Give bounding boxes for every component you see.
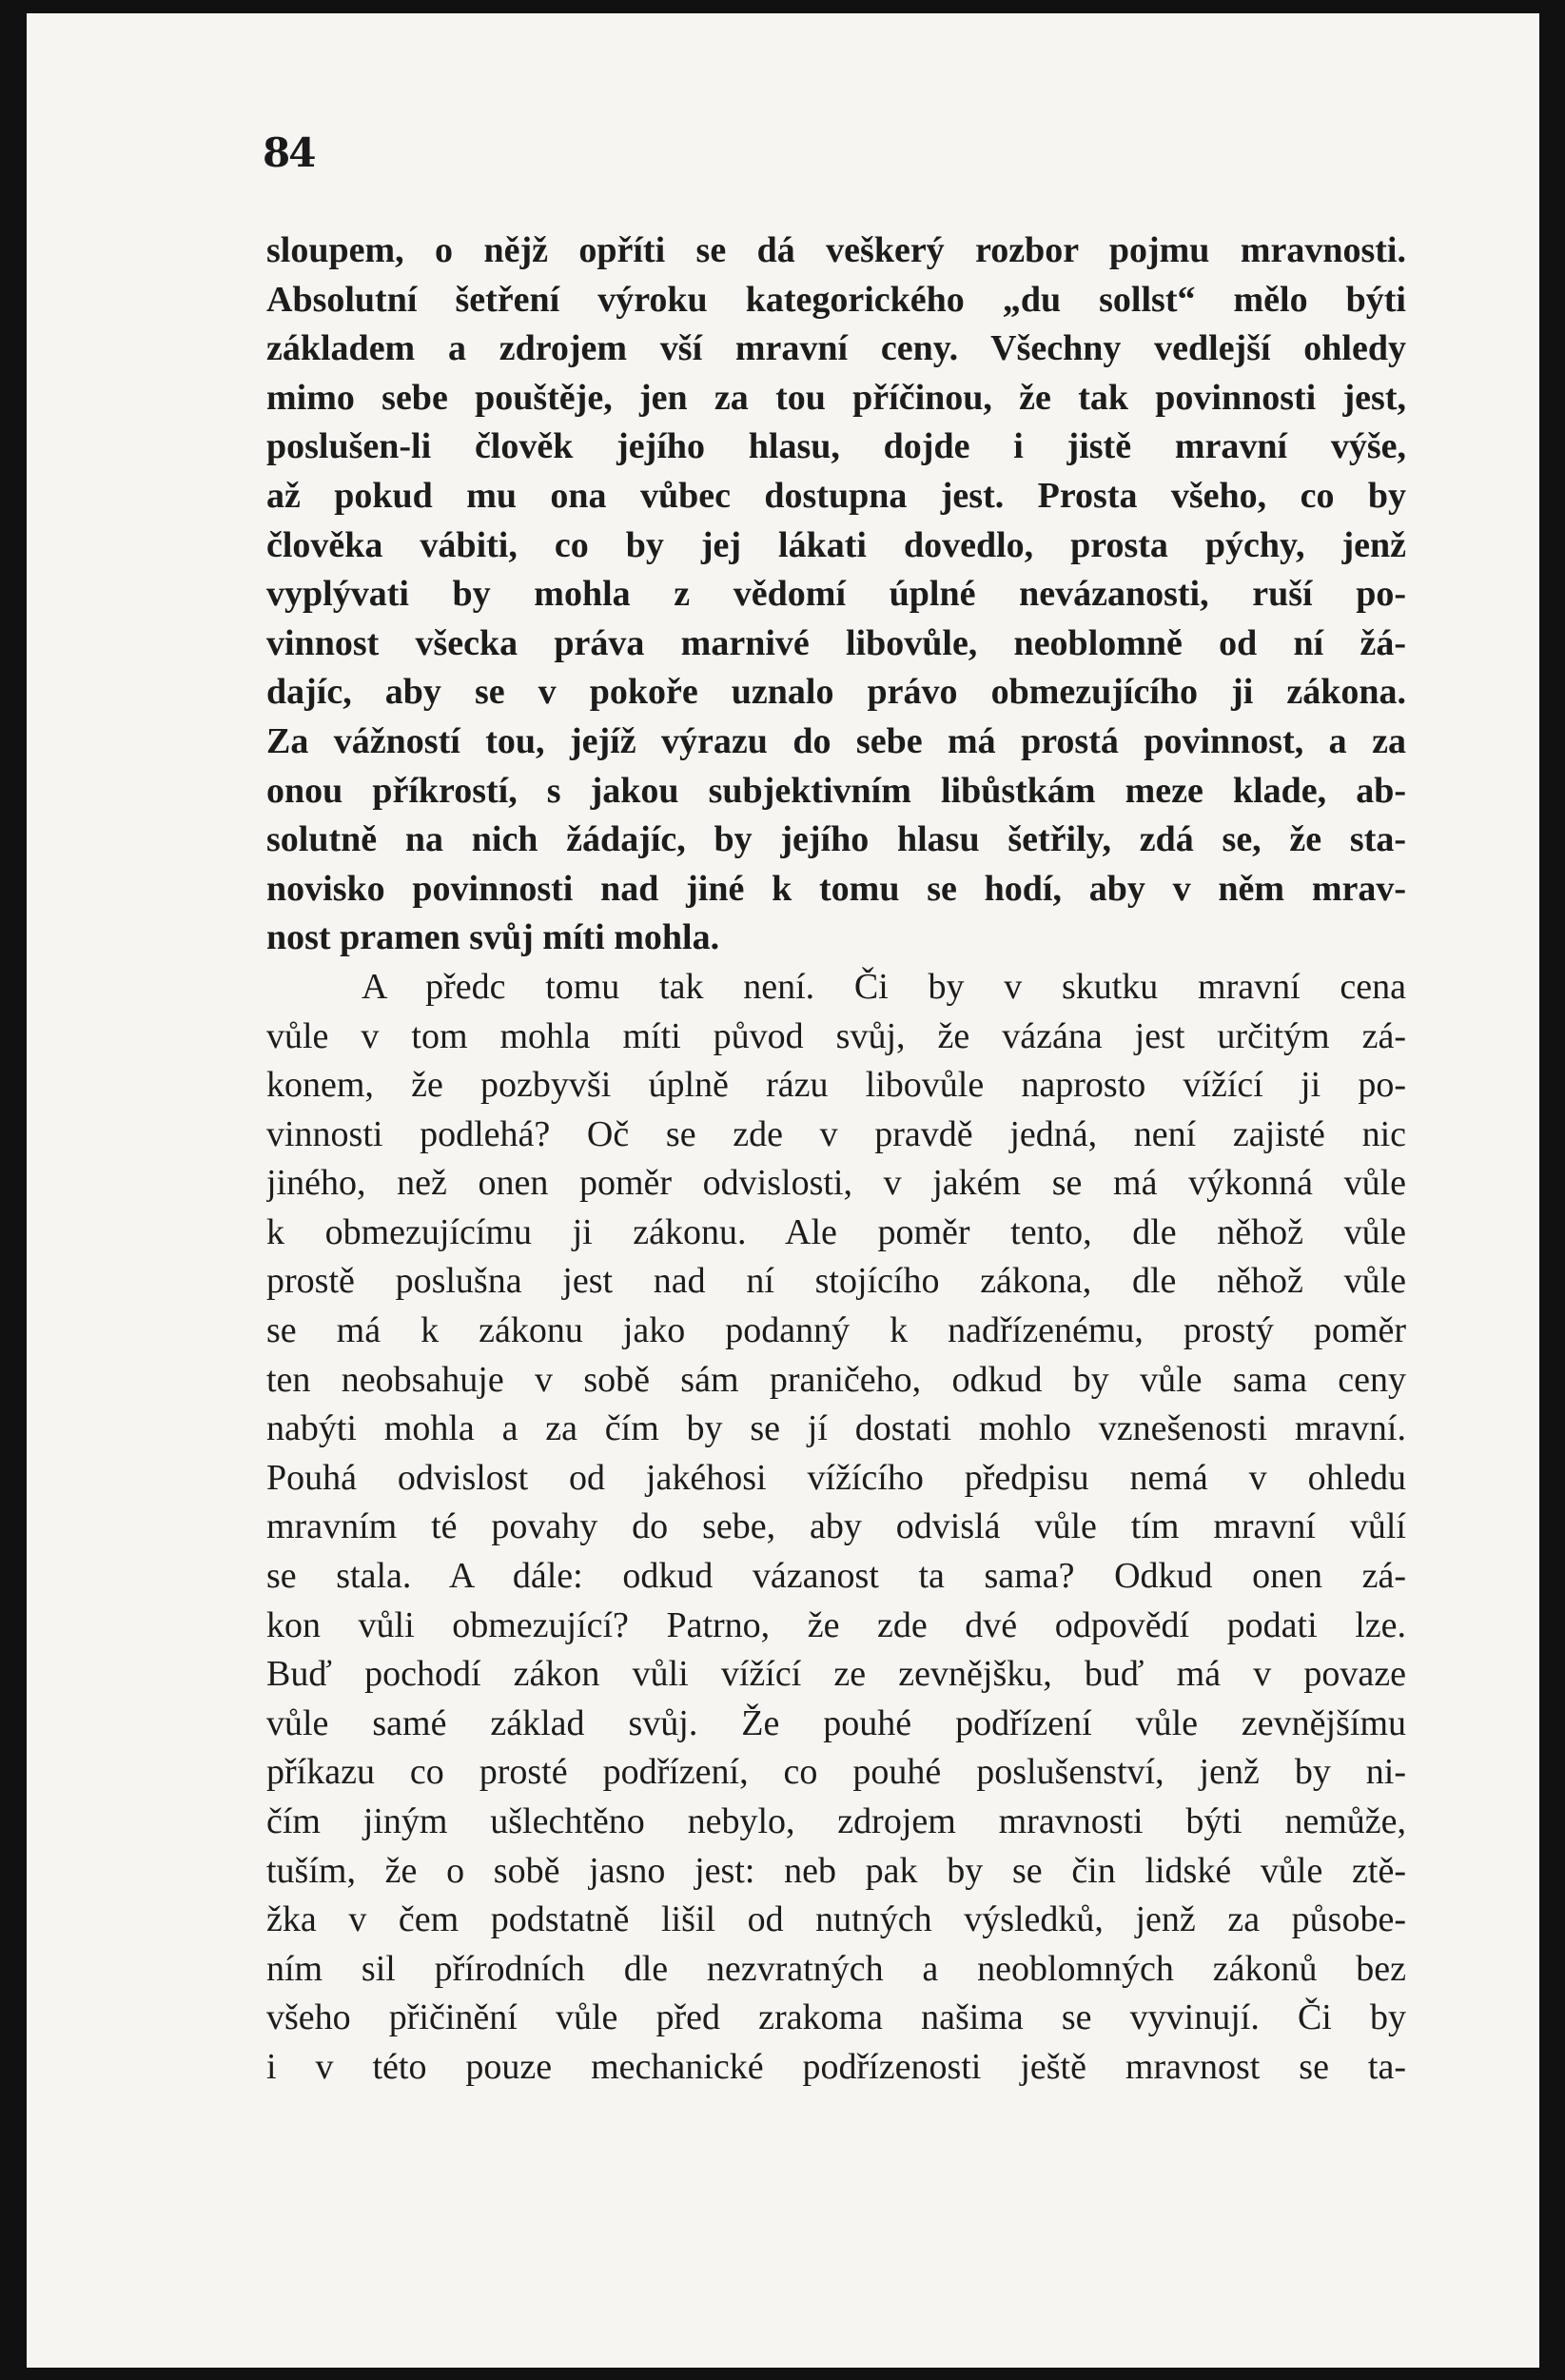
text-line: vyplývati by mohla z vědomí úplné nevázanosti, ruší po- <box>266 574 1406 615</box>
text-line: kon vůli obmezující? Patrno, že zde dvé odpovědí podati lze. <box>266 1604 1406 1645</box>
text-line: nabýti mohla a za čím by se jí dostati mohlo vznešenosti mravní. <box>266 1408 1406 1449</box>
text-line: vinnosti podlehá? Oč se zde v pravdě jedná, není zajisté nic <box>266 1113 1406 1154</box>
page-number: 84 <box>263 129 315 176</box>
text-line: nost pramen svůj míti mohla. <box>266 917 720 958</box>
text-line: ním sil přírodních dle nezvratných a neoblomných zákonů bez <box>266 1948 1406 1989</box>
text-line: Buď pochodí zákon vůli vížící ze zevnějšku, buď má v povaze <box>266 1654 1406 1695</box>
text-line: se stala. A dále: odkud vázanost ta sama? Odkud onen zá- <box>266 1556 1406 1597</box>
body-text <box>266 226 1406 2093</box>
text-line: se má k zákonu jako podanný k nadřízenému, prostý poměr <box>266 1310 1406 1351</box>
text-line: všeho přičinění vůle před zrakoma našima se vyvinují. Či by <box>266 1997 1406 2038</box>
text-line: tuším, že o sobě jasno jest: neb pak by se čin lidské vůle ztě- <box>266 1850 1406 1891</box>
text-line: solutně na nich žádajíc, by jejího hlasu šetřily, zdá se, že sta- <box>266 819 1406 860</box>
book-page <box>27 13 1539 2368</box>
text-line: A předc tomu tak není. Či by v skutku mravní cena <box>362 966 1406 1007</box>
text-line: vůle samé základ svůj. Že pouhé podřízení vůle zevnějšímu <box>266 1702 1406 1743</box>
text-line: žka v čem podstatně lišil od nutných výsledků, jenž za působe- <box>266 1899 1406 1940</box>
text-line: příkazu co prosté podřízení, co pouhé poslušenství, jenž by ni- <box>266 1752 1406 1793</box>
text-line: ten neobsahuje v sobě sám praničeho, odkud by vůle sama ceny <box>266 1359 1406 1400</box>
text-line: poslušen-li člověk jejího hlasu, dojde i jistě mravní výše, <box>266 426 1406 467</box>
text-line: čím jiným ušlechtěno nebylo, zdrojem mravnosti býti nemůže, <box>266 1801 1406 1841</box>
text-line: základem a zdrojem vší mravní ceny. Všechny vedlejší ohledy <box>266 328 1406 369</box>
text-line: dajíc, aby se v pokoře uznalo právo obmezujícího ji zákona. <box>266 672 1406 713</box>
text-line: Pouhá odvislost od jakéhosi vížícího předpisu nemá v ohledu <box>266 1457 1406 1498</box>
text-line: mimo sebe pouštěje, jen za tou příčinou, že tak povinnosti jest, <box>266 377 1406 418</box>
text-line: sloupem, o nějž opříti se dá veškerý rozbor pojmu mravnosti. <box>266 230 1406 270</box>
text-line: jiného, než onen poměr odvislosti, v jakém se má výkonná vůle <box>266 1163 1406 1204</box>
text-line: k obmezujícímu ji zákonu. Ale poměr tento, dle něhož vůle <box>266 1211 1406 1252</box>
text-line: konem, že pozbyvši úplně rázu libovůle naprosto vížící ji po- <box>266 1065 1406 1106</box>
text-line: vinnost všecka práva marnivé libovůle, neoblomně od ní žá- <box>266 622 1406 663</box>
text-line: Za vážností tou, jejíž výrazu do sebe má prostá povinnost, a za <box>266 720 1406 761</box>
text-line: až pokud mu ona vůbec dostupna jest. Prosta všeho, co by <box>266 475 1406 516</box>
text-line: prostě poslušna jest nad ní stojícího zákona, dle něhož vůle <box>266 1261 1406 1302</box>
text-line: Absolutní šetření výroku kategorického „du sollst“ mělo býti <box>266 279 1406 320</box>
text-line: vůle v tom mohla míti původ svůj, že vázána jest určitým zá- <box>266 1015 1406 1056</box>
text-line: i v této pouze mechanické podřízenosti ještě mravnost se ta- <box>266 2046 1406 2087</box>
text-line: mravním té povahy do sebe, aby odvislá vůle tím mravní vůlí <box>266 1506 1406 1547</box>
text-line: onou příkrostí, s jakou subjektivním libůstkám meze klade, ab- <box>266 770 1406 811</box>
text-line: novisko povinnosti nad jiné k tomu se hodí, aby v něm mrav- <box>266 868 1406 909</box>
text-line: člověka vábiti, co by jej lákati dovedlo, prosta pýchy, jenž <box>266 524 1406 565</box>
